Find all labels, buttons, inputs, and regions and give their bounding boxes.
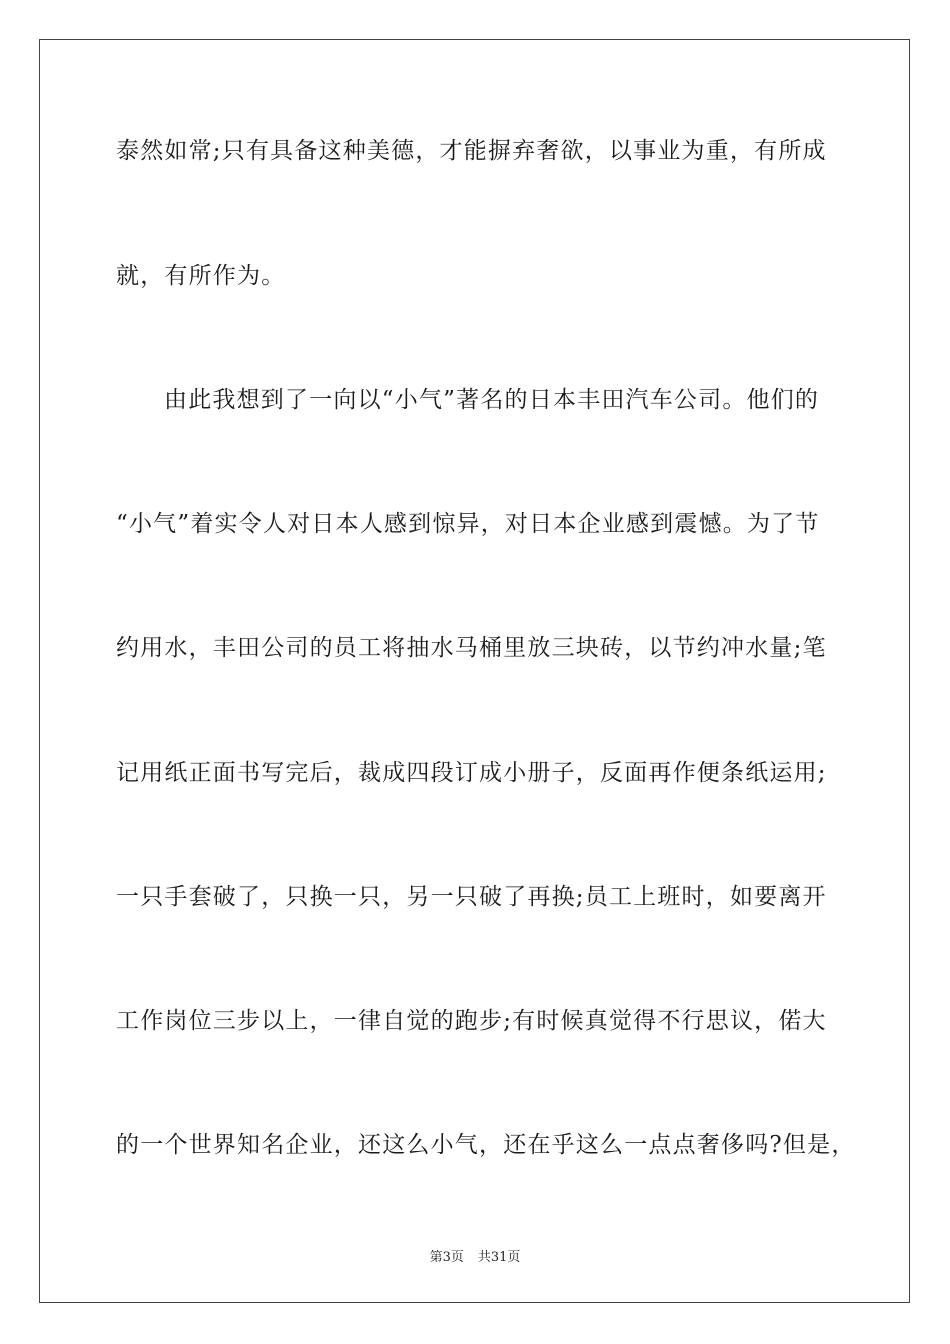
paragraph-first-line: 由此我想到了一向以“小气”著名的日本丰田汽车公司。他们的	[164, 387, 820, 413]
text-line: 泰然如常;只有具备这种美德，才能摒弃奢欲，以事业为重，有所成	[116, 138, 827, 164]
text-line: 工作岗位三步以上，一律自觉的跑步;有时候真觉得不行思议，偌大	[116, 1008, 827, 1034]
text-line: 约用水，丰田公司的员工将抽水马桶里放三块砖，以节约冲水量;笔	[116, 635, 827, 661]
text-line: 就，有所作为。	[116, 263, 286, 289]
page-border	[39, 39, 910, 1303]
text-line: 一只手套破了，只换一只，另一只破了再换;员工上班时，如要离开	[116, 884, 827, 910]
text-line: 的一个世界知名企业，还这么小气，还在乎这么一点点奢侈吗?但是，	[116, 1132, 856, 1158]
page-number: 第3页	[429, 1250, 464, 1265]
page-footer	[0, 1246, 950, 1265]
text-line: 记用纸正面书写完后，裁成四段订成小册子，反面再作便条纸运用;	[116, 760, 827, 786]
text-line: “小气”着实令人对日本人感到惊异，对日本企业感到震憾。为了节	[116, 511, 820, 537]
page-total: 共31页	[477, 1250, 521, 1265]
